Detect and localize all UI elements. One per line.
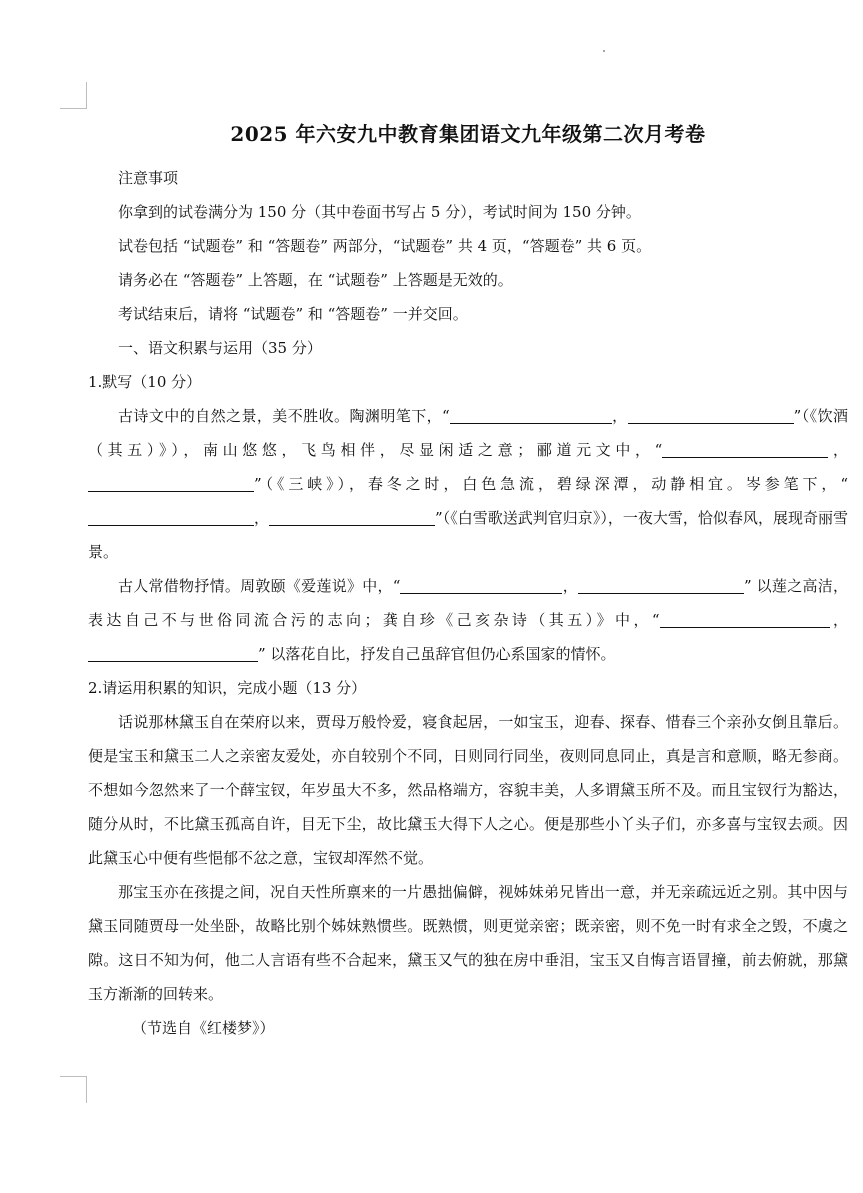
text: 古诗文中的自然之景，美不胜收。陶渊明笔下，“ [118,407,450,425]
question-heading: 2.请运用积累的知识，完成小题（13 分） [88,679,367,697]
notice-item: 请务必在 “答题卷” 上答题，在 “试题卷” 上答题是无效的。 [118,271,513,289]
text: 古人常借物抒情。周敦颐《爱莲说》中，“ [118,577,401,595]
question-heading: 1.默写（10 分） [88,373,202,391]
answer-blank[interactable] [662,439,828,458]
page-title: 2025 年六安九中教育集团语文九年级第二次月考卷 [230,122,706,146]
text: ， [254,509,270,527]
dictation-paragraph [88,399,848,569]
text: ， [828,441,848,459]
answer-blank[interactable] [88,473,254,492]
exam-page [88,110,848,1045]
answer-blank[interactable] [88,643,258,662]
crop-mark-bottom [60,1076,87,1103]
text: ， [611,407,628,425]
crop-mark-top [60,82,87,109]
answer-blank[interactable] [450,405,612,424]
text: ” 以落花自比，抒发自己虽辞官但仍心系国家的情怀。 [258,645,616,663]
reading-paragraph: 话说那林黛玉自在荣府以来，贾母万般怜爱，寝食起居，一如宝玉，迎春、探春、惜春三个亲孙女倒且靠后。便是宝玉和黛玉二人之亲密友爱处，亦自较别个不同，日则同行同坐，夜则同息同止，真是言和意顺，略无参商。不想如今忽然来了一个薛宝钗，年岁虽大不多，然品格端方，容貌丰美，人多谓黛玉所不及。而且宝钗行为豁达，随分从时，不比黛玉孤高自许，目无下尘，故比黛玉大得下人之心。便是那些小丫头子们，亦多喜与宝钗去顽。因此黛玉心中便有些悒郁不忿之意，宝钗却浑然不觉。 [88,713,848,867]
dictation-paragraph [88,569,848,671]
notice-item: 试卷包括 “试题卷” 和 “答题卷” 两部分，“试题卷” 共 4 页，“答题卷” 共 6 页。 [118,237,652,255]
text: ， [562,577,578,595]
answer-blank[interactable] [269,507,435,526]
answer-blank[interactable] [88,507,254,526]
notice-heading: 注意事项 [118,169,179,187]
text: ， [829,611,848,629]
reading-paragraph: 那宝玉亦在孩提之间，况自天性所禀来的一片愚拙偏僻，视姊妹弟兄皆出一意，并无亲疏远近之别。其中因与黛玉同随贾母一处坐卧，故略比别个姊妹熟惯些。既熟惯，则更觉亲密；既亲密，则不免一时有求全之毁，不虞之隙。这日不知为何，他二人言语有些不合起来，黛玉又气的独在房中垂泪，宝玉又自悔言语冒撞，前去俯就，那黛玉方渐渐的回转来。 [88,883,848,1003]
text: ” 以莲之高洁，表达自己不与世俗同流合污的志向；龚自珍《己亥杂诗（其五）》中，“ [88,577,848,629]
answer-blank[interactable] [628,405,794,424]
notice-item: 考试结束后，请将 “试题卷” 和 “答题卷” 一并交回。 [118,305,468,323]
text: ”（《白雪歌送武判官归京》），一夜大雪，恰似春风，展现奇丽雪景。 [88,509,848,561]
answer-blank[interactable] [578,575,744,594]
source-note: （节选自《红楼梦》） [132,1019,275,1037]
section-heading: 一、语文积累与运用（35 分） [118,339,322,357]
answer-blank[interactable] [660,609,830,628]
notice-item: 你拿到的试卷满分为 150 分（其中卷面书写占 5 分），考试时间为 150 分钟。 [118,203,641,221]
answer-blank[interactable] [400,575,562,594]
text: ”（《三峡》），春冬之时，白色急流，碧绿深潭，动静相宜。岑参笔下，“ [254,475,848,493]
scan-dot [603,50,605,52]
text: ”（《饮酒（其五）》），南山悠悠，飞鸟相伴，尽显闲适之意；郦道元文中，“ [88,407,849,459]
